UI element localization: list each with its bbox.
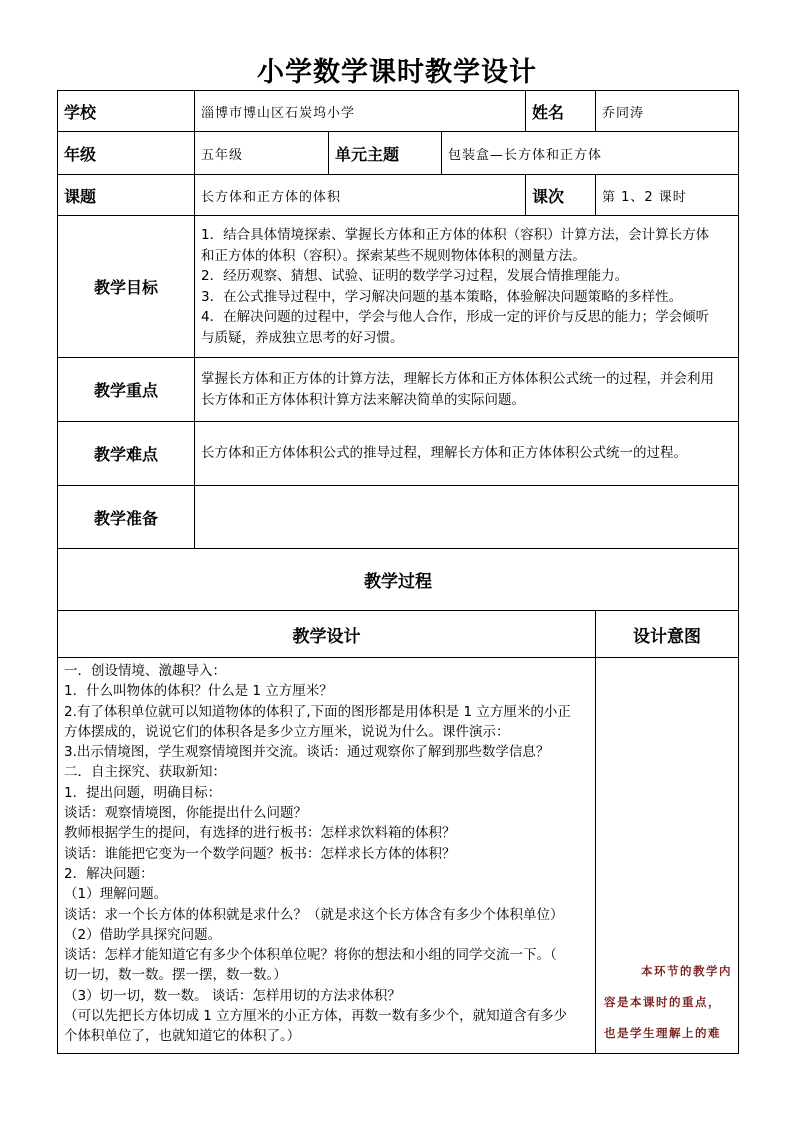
row-lesson: [58, 175, 739, 216]
session-value: 第 1、2 课时: [596, 175, 739, 216]
grade-value: 五年级: [195, 132, 329, 175]
preparation-content: [195, 486, 739, 549]
intent-content: [596, 658, 739, 1054]
process-line: 谈话：求一个长方体的体积就是求什么？（就是求这个长方体含有多少个体积单位）: [64, 906, 564, 923]
goal-line: 2．经历观察、猜想、试验、证明的数学学习过程，发展合情推理能力。: [201, 268, 629, 284]
process-line: 个体积单位了，也就知道它的体积了。）: [64, 1028, 301, 1045]
school-value: 淄博市博山区石炭坞小学: [195, 91, 526, 132]
process-line: 谈话：怎样才能知道它有多少个体积单位呢？将你的想法和小组的同学交流一下。（: [64, 947, 557, 964]
difficulties-label: 教学难点: [58, 422, 195, 486]
process-line: （可以先把长方体切成 1 立方厘米的小正方体，再数一数有多少个，就知道含有多少: [64, 1008, 568, 1025]
lesson-value: 长方体和正方体的体积: [195, 175, 526, 216]
process-line: 谈话：谁能把它变为一个数学问题？板书：怎样求长方体的体积？: [64, 845, 456, 862]
preparation-label: 教学准备: [58, 486, 195, 549]
goal-line: 与质疑，养成独立思考的好习惯。: [201, 329, 404, 346]
goals-content: [195, 216, 739, 358]
process-line: 2.有了体积单位就可以知道物体的体积了,下面的图形都是用体积是 1 立方厘米的小正: [64, 703, 571, 720]
goal-line: 和正方体的体积（容积）。探索某些不规则物体体积的测量方法。: [201, 247, 586, 264]
process-line: （2）借助学具探究问题。: [64, 926, 222, 943]
intent-line: 也是学生理解上的难: [604, 1026, 721, 1040]
name-value: 乔同涛: [596, 91, 739, 132]
grade-label: 年级: [58, 132, 195, 175]
row-difficulties: [58, 422, 739, 486]
process-header: 教学过程: [58, 549, 739, 611]
process-line: 2．解决问题：: [64, 865, 154, 882]
row-preparation: [58, 486, 739, 549]
intent-column-header: 设计意图: [596, 611, 739, 658]
process-line: （1）理解问题。: [64, 886, 168, 903]
row-key-points: [58, 358, 739, 422]
name-label: 姓名: [526, 91, 596, 132]
process-line: 一．创设情境、激趣导入：: [64, 663, 226, 679]
difficulties-content: 长方体和正方体体积公式的推导过程，理解长方体和正方体体积公式统一的过程。: [195, 422, 739, 486]
process-line: 方体摆成的，说说它们的体积各是多少立方厘米，说说为什么。课件演示：: [64, 723, 510, 740]
process-line: 谈话：观察情境图，你能提出什么问题？: [64, 805, 307, 822]
row-goals: [58, 216, 739, 358]
process-line: 1．什么叫物体的体积？什么是 1 立方厘米？: [64, 683, 333, 700]
intent-note: [604, 956, 732, 1049]
intent-line: 容是本课时的重点，: [604, 995, 721, 1009]
process-line: （3）切一切，数一数。 谈话：怎样用切的方法求体积？: [64, 987, 401, 1004]
goal-line: 4．在解决问题的过程中，学会与他人合作，形成一定的评价与反思的能力；学会倾听: [201, 309, 710, 325]
design-content: [58, 658, 596, 1054]
school-label: 学校: [58, 91, 195, 132]
row-process-header: [58, 549, 739, 611]
process-line: 3.出示情境图，学生观察情境图并交流。谈话：通过观察你了解到那些数学信息？: [64, 744, 550, 761]
row-grade: [58, 132, 739, 175]
key-point-line: 掌握长方体和正方体的计算方法，理解长方体和正方体体积公式统一的过程，并会利用: [201, 371, 714, 387]
row-process-body: [58, 658, 739, 1054]
process-line: 二．自主探究、获取新知：: [64, 764, 226, 781]
goal-line: 1．结合具体情境探索、掌握长方体和正方体的体积（容积）计算方法，会计算长方体: [201, 227, 710, 243]
lesson-plan-table: [57, 90, 739, 1054]
key-points-label: 教学重点: [58, 358, 195, 422]
process-line: 1．提出问题，明确目标：: [64, 784, 222, 801]
row-school: [58, 91, 739, 132]
session-label: 课次: [526, 175, 596, 216]
design-column-header: 教学设计: [58, 611, 596, 658]
process-line: 教师根据学生的提问，有选择的进行板书：怎样求饮料箱的体积？: [64, 825, 456, 842]
document-title: 小学数学课时教学设计: [257, 57, 537, 88]
row-column-headers: [58, 611, 739, 658]
process-line: 切一切，数一数。摆一摆，数一数。）: [64, 967, 287, 984]
key-point-line: 长方体和正方体体积计算方法来解决简单的实际问题。: [201, 391, 525, 408]
intent-line: 本环节的教学内: [641, 964, 732, 978]
goals-label: 教学目标: [58, 216, 195, 358]
unit-label: 单元主题: [329, 132, 442, 175]
lesson-label: 课题: [58, 175, 195, 216]
goal-line: 3．在公式推导过程中，学习解决问题的基本策略，体验解决问题策略的多样性。: [201, 288, 683, 305]
key-points-content: [195, 358, 739, 422]
unit-value: 包装盒—长方体和正方体: [442, 132, 739, 175]
